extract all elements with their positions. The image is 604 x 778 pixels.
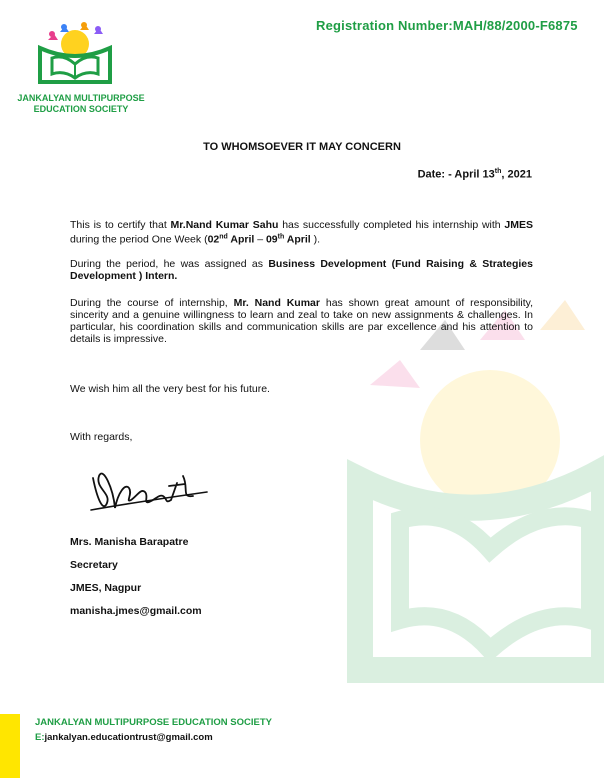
society-logo-icon — [30, 22, 120, 90]
paragraph-role: During the period, he was assigned as Business Development (Fund Raising & Strategies Development ) Intern. — [70, 258, 533, 282]
footer-accent-bar — [0, 714, 20, 778]
signatory-title: Secretary — [70, 559, 118, 571]
watermark-logo-icon — [340, 290, 604, 690]
signatory-email[interactable]: manisha.jmes@gmail.com — [70, 605, 202, 617]
footer-email[interactable]: E:jankalyan.educationtrust@gmail.com — [35, 732, 213, 743]
letter-heading: TO WHOMSOEVER IT MAY CONCERN — [203, 141, 401, 153]
paragraph-certification: This is to certify that Mr.Nand Kumar Sahu has successfully completed his internship with JMES during the period One Week (02nd April – 09th April ). — [70, 219, 533, 246]
signature-icon — [85, 458, 215, 523]
header-org-name: JANKALYAN MULTIPURPOSE EDUCATION SOCIETY — [17, 93, 145, 114]
paragraph-performance: During the course of internship, Mr. Nand Kumar has shown great amount of responsibility, sincerity and a genuine willingness to learn and zeal to take on new assignments & challenges. In particular, his coordination skills and communication skills are par excellence and his attention to details is impressive. — [70, 297, 534, 345]
letter-date: Date: - April 13th, 2021 — [417, 168, 532, 181]
registration-number: Registration Number:MAH/88/2000-F6875 — [316, 18, 578, 33]
signatory-org: JMES, Nagpur — [70, 582, 142, 594]
paragraph-regards: With regards, — [70, 431, 133, 443]
footer-org-name: JANKALYAN MULTIPURPOSE EDUCATION SOCIETY — [35, 717, 272, 728]
paragraph-wishes: We wish him all the very best for his future. — [70, 383, 270, 395]
signatory-name: Mrs. Manisha Barapatre — [70, 536, 189, 548]
